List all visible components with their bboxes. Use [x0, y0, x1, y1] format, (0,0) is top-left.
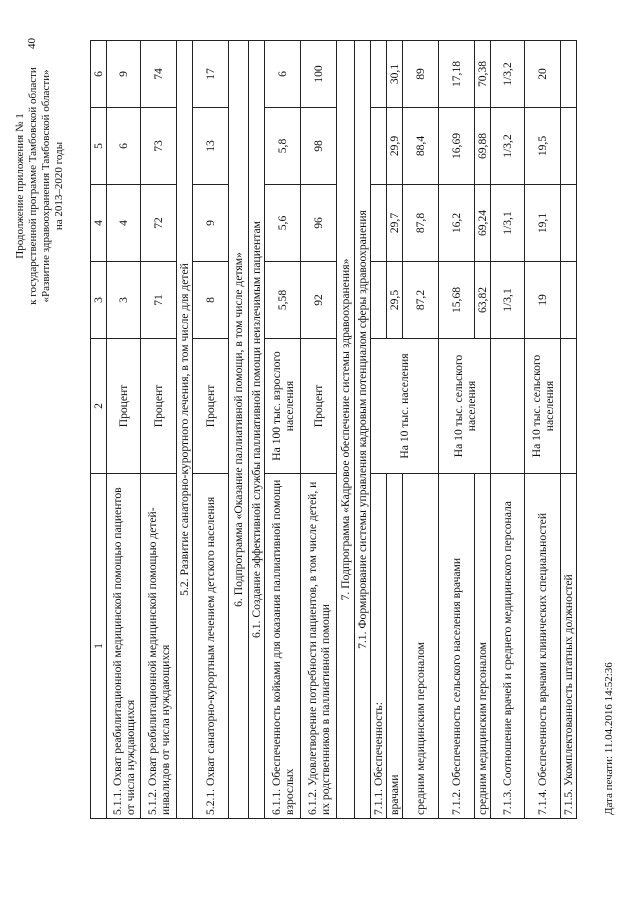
value-cell: 88,4: [403, 108, 439, 185]
header-line: на 2013–2020 годы: [53, 141, 65, 231]
table-row: [371, 41, 387, 819]
section-title: 5.2. Развитие санаторно-курортного лечения, в том числе для детей: [177, 41, 193, 819]
value-cell: 1/3,1: [491, 185, 525, 262]
value-cell: 69,88: [475, 108, 491, 185]
value-cell: 63,82: [475, 262, 491, 339]
value-cell: 29,7: [387, 185, 403, 262]
section-row: [229, 41, 249, 819]
value-cell: 1/3,1: [491, 262, 525, 339]
value-cell: 98: [301, 108, 337, 185]
table-row: [439, 41, 475, 819]
section-title: 6.1. Создание эффективной службы паллиативной помощи неизлечимым пациентам: [249, 41, 265, 819]
table-row: [301, 41, 337, 819]
indicator-subname: врачами: [387, 474, 403, 819]
unit-cell: Процент: [141, 339, 177, 474]
indicators-table: [90, 40, 577, 819]
section-title: 6. Подпрограмма «Оказание паллиативной помощи, в том числе детям»: [229, 41, 249, 819]
table-row: [491, 41, 525, 819]
value-cell: 29,9: [387, 108, 403, 185]
value-cell: 6: [107, 108, 141, 185]
unit-cell: На 10 тыс. населения: [371, 339, 439, 474]
table-row: [525, 41, 561, 819]
value-cell: 20: [525, 41, 561, 108]
unit-cell: На 10 тыс. сельского населения: [439, 339, 491, 474]
indicator-subname: средним медицинским персоналом: [475, 474, 491, 819]
value-cell: 5,58: [265, 262, 301, 339]
header-line: Продолжение приложения № 1: [14, 113, 26, 259]
value-cell: 72: [141, 185, 177, 262]
section-title: 7.1. Формирование системы управления кадровым потенциалом сферы здравоохранения: [355, 41, 371, 819]
column-numbers-row: [91, 41, 107, 819]
col-number: 2: [91, 339, 107, 474]
value-cell: 73: [141, 108, 177, 185]
table-row: [193, 41, 229, 819]
value-cell: 19: [525, 262, 561, 339]
value-cell: 92: [301, 262, 337, 339]
header-line: «Развитие здравоохранения Тамбовской области»: [40, 69, 52, 303]
indicator-name: 5.1.1. Охват реабилитационной медицинской помощью пациентов от числа нуждающихся: [107, 474, 141, 819]
value-cell: 6: [265, 41, 301, 108]
section-row: [177, 41, 193, 819]
indicator-name: 6.1.2. Удовлетворение потребности пациентов, в том числе детей, и их родственников в паллиативной помощи: [301, 474, 337, 819]
value-cell: 8: [193, 262, 229, 339]
section-title: 7. Подпрограмма «Кадровое обеспечение системы здравоохранения»: [337, 41, 355, 819]
value-cell: 15,68: [439, 262, 475, 339]
col-number: 6: [91, 41, 107, 108]
value-cell: 19,1: [525, 185, 561, 262]
appendix-header: [14, 46, 66, 326]
unit-cell: На 100 тыс. взрослого населения: [265, 339, 301, 474]
value-cell: 74: [141, 41, 177, 108]
value-cell: 71: [141, 262, 177, 339]
indicator-name: 7.1.2. Обеспеченность сельского населения врачами: [439, 474, 475, 819]
value-cell: 70,38: [475, 41, 491, 108]
value-cell: 100: [301, 41, 337, 108]
table-row: [265, 41, 301, 819]
value-cell: 96: [301, 185, 337, 262]
value-cell: 30,1: [387, 41, 403, 108]
table-row: [561, 41, 577, 819]
indicator-subname: средним медицинским персоналом: [403, 474, 439, 819]
section-row: [249, 41, 265, 819]
print-date: Дата печати: 11.04.2016 14:52:36: [603, 662, 615, 815]
value-cell: 5,8: [265, 108, 301, 185]
indicator-name: 5.1.2. Охват реабилитационной медицинской помощью детей-инвалидов от числа нуждающихся: [141, 474, 177, 819]
value-cell: 4: [107, 185, 141, 262]
value-cell: 29,5: [387, 262, 403, 339]
table-row: [141, 41, 177, 819]
unit-cell: Процент: [193, 339, 229, 474]
unit-cell: Процент: [107, 339, 141, 474]
value-cell: 1/3,2: [491, 108, 525, 185]
value-cell: 5,6: [265, 185, 301, 262]
value-cell: 13: [193, 108, 229, 185]
col-number: 5: [91, 108, 107, 185]
unit-cell: [491, 339, 525, 474]
value-cell: 9: [193, 185, 229, 262]
value-cell: 17: [193, 41, 229, 108]
indicator-name: 5.2.1. Охват санаторно-курортным лечением детского населения: [193, 474, 229, 819]
value-cell: 16,69: [439, 108, 475, 185]
value-cell: 9: [107, 41, 141, 108]
value-cell: 17,18: [439, 41, 475, 108]
indicator-name: 7.1.3. Соотношение врачей и среднего медицинского персонала: [491, 474, 525, 819]
indicator-name: 7.1.4. Обеспеченность врачами клинических специальностей: [525, 474, 561, 819]
col-number: 4: [91, 185, 107, 262]
col-number: 3: [91, 262, 107, 339]
section-row: [337, 41, 355, 819]
value-cell: 19,5: [525, 108, 561, 185]
col-number: 1: [91, 474, 107, 819]
section-row: [355, 41, 371, 819]
unit-cell: На 10 тыс. сельского населения: [525, 339, 561, 474]
table-row: [107, 41, 141, 819]
page-number: 40: [26, 38, 38, 49]
value-cell: 89: [403, 41, 439, 108]
indicator-name: 6.1.1. Обеспеченность койками для оказания паллиативной помощи взрослых: [265, 474, 301, 819]
indicator-name: 7.1.5. Укомплектованность штатных должностей: [561, 474, 577, 819]
value-cell: 87,2: [403, 262, 439, 339]
value-cell: 16,2: [439, 185, 475, 262]
unit-cell: Процент: [301, 339, 337, 474]
header-line: к государственной программе Тамбовской области: [27, 67, 39, 305]
value-cell: 87,8: [403, 185, 439, 262]
value-cell: 3: [107, 262, 141, 339]
indicator-name: 7.1.1. Обеспеченность:: [371, 474, 387, 819]
value-cell: 1/3,2: [491, 41, 525, 108]
value-cell: 69,24: [475, 185, 491, 262]
